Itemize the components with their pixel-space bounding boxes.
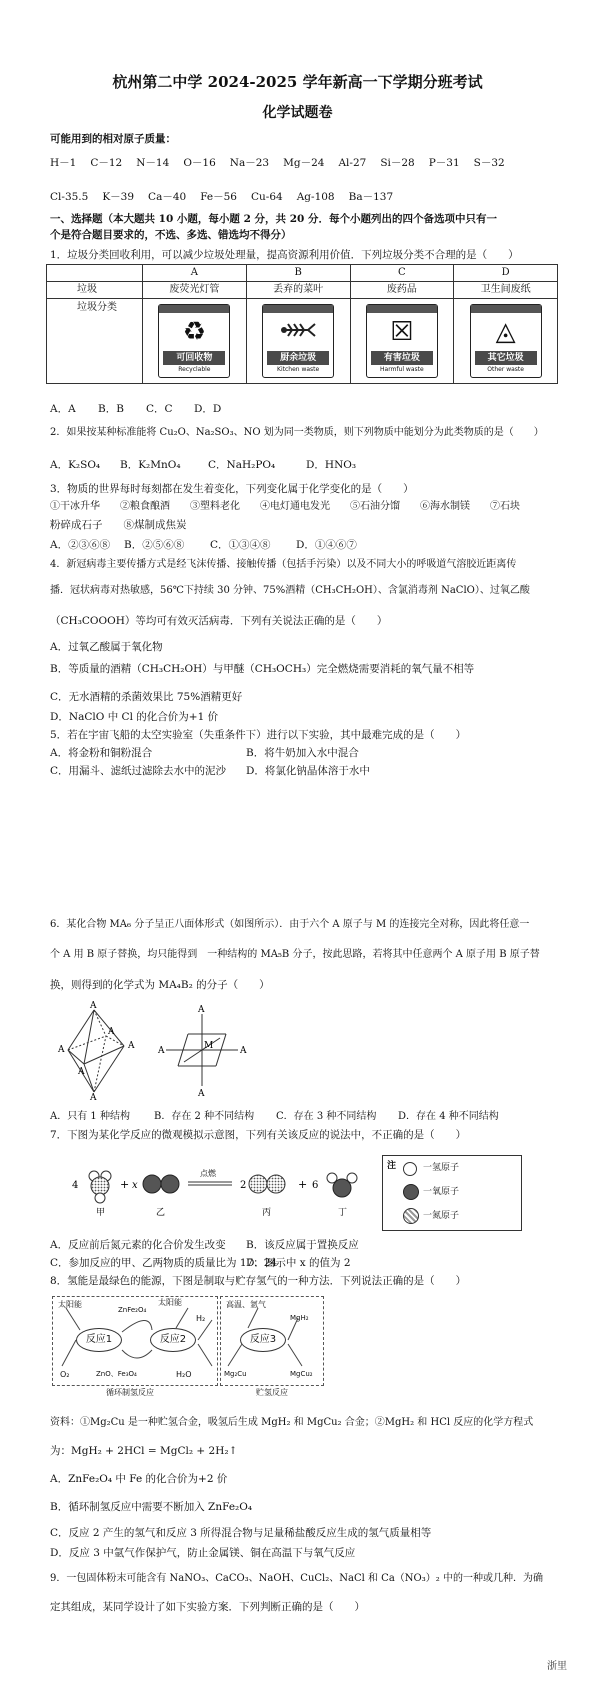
coefficient: 6 bbox=[312, 1180, 319, 1191]
atomic-mass: C－12 bbox=[90, 157, 123, 169]
bin-label: 其它垃圾 bbox=[475, 351, 537, 365]
q7-stem: 7．下图为某化学反应的微观模拟示意图，下列有关该反应的说法中，不正确的是（ ） bbox=[50, 1129, 467, 1141]
option: A．K₂SO₄ bbox=[50, 459, 101, 471]
table-cell: 废荧光灯管 bbox=[143, 282, 247, 299]
table-header: D bbox=[454, 265, 558, 282]
bin-label-en: Harmful waste bbox=[380, 366, 424, 373]
legend-item: 一氧原子 bbox=[423, 1187, 460, 1197]
q7-options-row-2 bbox=[50, 1256, 560, 1270]
q2-stem: 2．如果按某种标准能将 Cu₂O、Na₂SO₃、NO 划为同一类物质，则下列物质中能划分为此类物质的是（ ） bbox=[50, 427, 544, 438]
table-header bbox=[47, 265, 143, 282]
diagram-label: H₂O bbox=[176, 1370, 192, 1379]
option: C．①③④⑧ bbox=[210, 539, 271, 551]
q6-stem-line-1: 6．某化合物 MA₆ 分子呈正八面体形式（如图所示）．由于六个 A 原子与 M 的连接完全对称，因此将任意一 bbox=[50, 919, 530, 930]
q1-options bbox=[50, 402, 560, 416]
q8-info-line-1: 资料：①Mg₂Cu 是一种贮氢合金，吸氢后生成 MgH₂ 和 MgCu₂ 合金；②MgH₂ 和 HCl 反应的化学方程式 bbox=[50, 1417, 534, 1428]
atomic-mass: Mg－24 bbox=[283, 157, 325, 169]
species-label: 甲 bbox=[96, 1208, 106, 1218]
option: B．K₂MnO₄ bbox=[120, 459, 181, 471]
atom-label: A bbox=[90, 1093, 97, 1100]
option: D．HNO₃ bbox=[306, 459, 357, 471]
bin-label-en: Other waste bbox=[487, 366, 524, 373]
q6-stem-line-2: 个 A 用 B 原子替换，均只能得到 一种结构的 MA₅B 分子，按此思路，若将其中任意两个 A 原子用 B 原子替 bbox=[50, 949, 540, 960]
triangle-icon: ◬ bbox=[495, 317, 516, 347]
q7-legend bbox=[382, 1155, 522, 1231]
q2-options bbox=[50, 458, 560, 472]
table-row bbox=[47, 299, 558, 384]
option: A．只有 1 种结构 bbox=[50, 1111, 130, 1122]
q7-options-row-1 bbox=[50, 1238, 560, 1252]
atomic-mass: Ba－137 bbox=[348, 191, 394, 203]
q6-stem-line-3: 换，则得到的化学式为 MA₄B₂ 的分子（ ） bbox=[50, 979, 270, 991]
option: D．存在 4 种不同结构 bbox=[398, 1111, 499, 1122]
q5-options-row-1 bbox=[50, 746, 560, 760]
table-cell: 卫生间废纸 bbox=[454, 282, 558, 299]
q5-stem: 5．若在宇宙飞船的太空实验室（失重条件下）进行以下实验，其中最难完成的是（ ） bbox=[50, 729, 467, 741]
diagram-label: 太阳能 bbox=[158, 1298, 182, 1307]
bin-label-en: Recyclable bbox=[178, 366, 211, 373]
option: C．C bbox=[146, 403, 173, 415]
table-cell: 废药品 bbox=[350, 282, 454, 299]
atomic-mass: H－1 bbox=[50, 157, 77, 169]
diagram-label: Mg₂Cu bbox=[224, 1370, 247, 1378]
option: C．NaH₂PO₄ bbox=[208, 459, 276, 471]
diagram-label: ZnFe₂O₄ bbox=[118, 1306, 147, 1314]
q5-options-row-2 bbox=[50, 764, 560, 778]
atom-label: A bbox=[198, 1005, 205, 1015]
option: B．B bbox=[98, 403, 124, 415]
coefficient: 2 bbox=[240, 1180, 247, 1191]
atomic-mass: Cu-64 bbox=[251, 191, 283, 203]
species-label: 丁 bbox=[338, 1208, 348, 1218]
diagram-label: 太阳能 bbox=[58, 1300, 82, 1309]
q4-stem-line-2: 播．冠状病毒对热敏感，56℃下持续 30 分钟、75%酒精（CH₃CH₂OH）、含氯消毒剂 NaClO）、过氧乙酸 bbox=[50, 585, 530, 596]
atom-label-m: M bbox=[204, 1041, 214, 1051]
q9-stem-line-2: 定其组成，某同学设计了如下实验方案．下列判断正确的是（ ） bbox=[50, 1601, 365, 1613]
option: D．①④⑥⑦ bbox=[296, 539, 357, 551]
reaction-3-node: 反应3 bbox=[240, 1328, 286, 1352]
bin-label: 有害垃圾 bbox=[371, 351, 433, 365]
q1-stem: 1．垃圾分类回收利用，可以减少垃圾处理量，提高资源利用价值．下列垃圾分类不合理的是（ ） bbox=[50, 249, 519, 261]
option: B．②⑤⑥⑧ bbox=[124, 539, 185, 551]
atom-label: A bbox=[90, 1001, 97, 1011]
species-label: 丙 bbox=[262, 1208, 272, 1218]
table-header-row bbox=[47, 265, 558, 282]
option: D．将氯化钠晶体溶于水中 bbox=[246, 765, 370, 777]
option: B．存在 2 种不同结构 bbox=[154, 1111, 255, 1122]
hydrogen-atom-icon bbox=[403, 1162, 417, 1176]
atomic-mass-row-2 bbox=[50, 190, 560, 204]
atomic-mass: Ca－40 bbox=[148, 191, 187, 203]
atomic-mass: Ag-108 bbox=[296, 191, 335, 203]
q6-options bbox=[50, 1110, 560, 1124]
q8-option-c: C．反应 2 产生的氢气和反应 3 所得混合物与足量稀盐酸反应生成的氢气质量相等 bbox=[50, 1527, 432, 1539]
kitchen-bin bbox=[262, 304, 334, 378]
atomic-mass-label: 可能用到的相对原子质量： bbox=[50, 133, 176, 145]
diagram-caption: 循环制氢反应 bbox=[106, 1388, 154, 1397]
atomic-mass: Cl-35.5 bbox=[50, 191, 89, 203]
atomic-mass: Al-27 bbox=[338, 157, 367, 169]
reaction-2-node: 反应2 bbox=[150, 1328, 196, 1352]
coefficient: 4 bbox=[72, 1180, 79, 1191]
legend-title: 注 bbox=[387, 1161, 397, 1171]
oxygen-atom-icon bbox=[403, 1184, 419, 1200]
atomic-mass: Na－23 bbox=[229, 157, 270, 169]
option: C．参加反应的甲、乙两物质的质量比为 17：24 bbox=[50, 1257, 278, 1269]
q3-items-line-1: ①干冰升华 ②粮食酿酒 ③塑料老化 ④电灯通电发光 ⑤石油分馏 ⑥海水制镁 ⑦石块 bbox=[50, 501, 520, 512]
bin-label-en: Kitchen waste bbox=[277, 366, 320, 373]
diagram-label: 高温、氩气 bbox=[226, 1300, 266, 1309]
diagram-label: H₂ bbox=[196, 1314, 206, 1323]
species-label: 乙 bbox=[156, 1208, 166, 1218]
q3-items-line-2: 粉碎成石子 ⑧煤制成焦炭 bbox=[50, 519, 187, 531]
diagram-caption: 贮氢反应 bbox=[256, 1388, 288, 1397]
atom-label: A bbox=[128, 1041, 135, 1051]
q4-option-d: D．NaClO 中 Cl 的化合价为+1 价 bbox=[50, 711, 219, 723]
section-heading-line-1: 一、选择题（本大题共 10 小题，每小题 2 分，共 20 分．每个小题列出的四个备选项中只有一 bbox=[50, 213, 497, 225]
atom-label: A bbox=[158, 1046, 165, 1056]
hazard-bin bbox=[366, 304, 438, 378]
recycle-icon: ♻ bbox=[182, 317, 207, 347]
footer-corner-text: 浙里 bbox=[547, 1661, 567, 1672]
other-bin bbox=[470, 304, 542, 378]
hazard-icon: ☒ bbox=[390, 317, 414, 347]
table-cell: 丢弃的菜叶 bbox=[246, 282, 350, 299]
option: B．该反应属于置换反应 bbox=[246, 1239, 359, 1251]
table-cell bbox=[454, 299, 558, 384]
q4-option-b: B．等质量的酒精（CH₃CH₂OH）与甲醚（CH₃OCH₃）完全燃烧需要消耗的氧气量不相等 bbox=[50, 663, 475, 675]
option: A．②③⑥⑧ bbox=[50, 539, 111, 551]
q1-table bbox=[46, 264, 558, 384]
q8-option-a: A．ZnFe₂O₄ 中 Fe 的化合价为+2 价 bbox=[50, 1473, 228, 1485]
atomic-mass-row-1 bbox=[50, 156, 560, 170]
legend-item: 一氮原子 bbox=[423, 1211, 460, 1221]
plus-sign: + bbox=[120, 1178, 130, 1191]
diagram-label: MgCu₂ bbox=[290, 1370, 313, 1378]
section-heading-line-2: 个是符合题目要求的，不选、多选、错选均不得分） bbox=[50, 229, 292, 241]
atom-label: A bbox=[78, 1067, 85, 1077]
table-row bbox=[47, 282, 558, 299]
table-cell bbox=[350, 299, 454, 384]
bin-label: 厨余垃圾 bbox=[267, 351, 329, 365]
option: C．存在 3 种不同结构 bbox=[276, 1111, 377, 1122]
atom-label: A bbox=[58, 1045, 65, 1055]
table-header: B bbox=[246, 265, 350, 282]
table-cell bbox=[246, 299, 350, 384]
row-label: 垃圾 bbox=[47, 282, 143, 299]
q4-option-c: C．无水酒精的杀菌效果比 75%酒精更好 bbox=[50, 691, 243, 703]
exam-subtitle: 化学试题卷 bbox=[262, 105, 333, 121]
q3-stem: 3．物质的世界每时每刻都在发生着变化，下列变化属于化学变化的是（ ） bbox=[50, 483, 414, 495]
atom-label: A bbox=[240, 1046, 247, 1056]
q6-octahedron-figure bbox=[54, 1000, 254, 1100]
option: B．将牛奶加入水中混合 bbox=[246, 747, 359, 759]
q8-info-line-2: 为：MgH₂ + 2HCl = MgCl₂ + 2H₂↑ bbox=[50, 1445, 238, 1457]
nitrogen-atom-icon bbox=[403, 1208, 419, 1224]
recycle-bin bbox=[158, 304, 230, 378]
option: A．A bbox=[50, 403, 76, 415]
atomic-mass: Fe－56 bbox=[200, 191, 237, 203]
option: D．图示中 x 的值为 2 bbox=[246, 1257, 351, 1269]
diagram-label: ZnO、Fe₃O₄ bbox=[96, 1370, 137, 1378]
option: A．将金粉和铜粉混合 bbox=[50, 747, 153, 759]
legend-item: 一氢原子 bbox=[423, 1163, 460, 1173]
option: A．反应前后氮元素的化合价发生改变 bbox=[50, 1239, 226, 1251]
atom-label: A bbox=[198, 1089, 205, 1099]
table-header: A bbox=[143, 265, 247, 282]
q9-stem-line-1: 9．一包固体粉末可能含有 NaNO₃、CaCO₃、NaOH、CuCl₂、NaCl 和 Ca（NO₃）₂ 中的一种或几种．为确 bbox=[50, 1573, 543, 1584]
atomic-mass: O－16 bbox=[183, 157, 216, 169]
q8-option-d: D．反应 3 中氩气作保护气，防止金属镁、铜在高温下与氧气反应 bbox=[50, 1547, 356, 1559]
table-cell bbox=[143, 299, 247, 384]
q4-stem-line-3: （CH₃COOOH）等均可有效灭活病毒．下列有关说法正确的是（ ） bbox=[50, 615, 388, 627]
table-header: C bbox=[350, 265, 454, 282]
atomic-mass: Si－28 bbox=[380, 157, 415, 169]
q7-reaction-diagram bbox=[70, 1162, 380, 1218]
bin-label: 可回收物 bbox=[163, 351, 225, 365]
reaction-1-node: 反应1 bbox=[76, 1328, 122, 1352]
reaction-condition: 点燃 bbox=[200, 1169, 216, 1178]
diagram-label: MgH₂ bbox=[290, 1314, 309, 1322]
option: D．D bbox=[194, 403, 222, 415]
q4-stem-line-1: 4．新冠病毒主要传播方式是经飞沫传播、接触传播（包括手污染）以及不同大小的呼吸道气溶胶近距离传 bbox=[50, 559, 517, 570]
diagram-label: O₂ bbox=[60, 1370, 70, 1379]
q8-option-b: B．循环制氢反应中需要不断加入 ZnFe₂O₄ bbox=[50, 1501, 253, 1513]
atomic-mass: P－31 bbox=[428, 157, 460, 169]
atomic-mass: S－32 bbox=[473, 157, 505, 169]
atom-label: A bbox=[108, 1027, 115, 1037]
row-label: 垃圾分类 bbox=[47, 299, 143, 384]
exam-title: 杭州第二中学 2024-2025 学年新高一下学期分班考试 bbox=[112, 73, 483, 91]
plus-sign: + bbox=[298, 1178, 308, 1191]
q4-option-a: A．过氧乙酸属于氧化物 bbox=[50, 641, 163, 653]
atomic-mass: N－14 bbox=[136, 157, 170, 169]
coefficient: x bbox=[132, 1180, 138, 1191]
q8-stem: 8．氢能是最绿色的能源，下图是制取与贮存氢气的一种方法．下列说法正确的是（ ） bbox=[50, 1275, 467, 1287]
atomic-mass: K－39 bbox=[102, 191, 135, 203]
q3-options bbox=[50, 538, 560, 552]
fish-bone-icon bbox=[263, 315, 333, 349]
option: C．用漏斗、滤纸过滤除去水中的泥沙 bbox=[50, 765, 227, 777]
